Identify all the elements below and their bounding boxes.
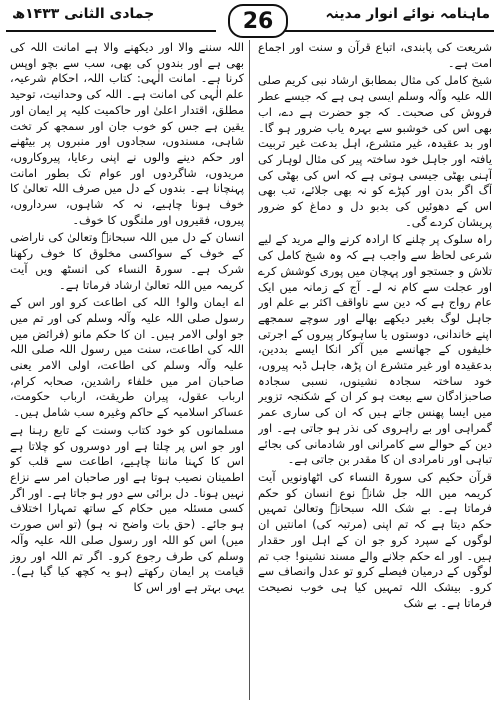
paragraph: شیخ کامل کی مثال بمطابق ارشاد نبی کریم صلی اللہ علیہ وآلہ وسلم ایسی ہی ہے کہ جیسے عطر فروش کی صحبت۔ کہ جو حضرت ہے دے، اب بھی اس کی خوشبو سے بہرہ یاب ضرور ہو گا۔ اور بد عقیدہ، غیر متشرع، اہل بدعت غیر تربیت یافتہ اور جاہل خود ساختہ پیر کی مثال لوہار کی آہنی بھٹی جیسی ہوتی ہے کہ اس کی بھٹی کی آگ اگر بدن اور کپڑے کو نہ بھی جلائے، تب بھی اس کے دھوئیں کی بدبو دل و دماغ کو ضرور پریشان کردے گی۔ <box>258 73 492 229</box>
header-rule-left <box>6 30 216 32</box>
page-number-badge <box>228 4 288 38</box>
paragraph: شریعت کی پابندی، اتباع قرآن و سنت اور اجماع امت ہے۔ <box>258 40 492 70</box>
left-column <box>10 40 244 700</box>
column-divider <box>249 40 250 700</box>
page-number: 26 <box>242 8 274 34</box>
paragraph: اے ایمان والو! اللہ کی اطاعت کرو اور اس کے رسول صلی اللہ علیہ وآلہ وسلم کی اور تم میں جو اولی الامر ہیں۔ ان کا حکم مانو (فرائض میں اللہ کی اطاعت، سنت میں رسول اللہ صلی اللہ علیہ وآلہ وسلم کی اطاعت، اولی الامر یعنی صاحبان امر میں خلفاء راشدین، صحابہ کرام، ارباب عقول، پیران طریقت، ارباب حکومت، عساکر اسلامیہ کے حاکم وغیرہ سب شامل ہیں۔ <box>10 295 244 420</box>
paragraph: اللہ سننے والا اور دیکھنے والا ہے امانت اللہ کی بھی ہے اور بندوں کی بھی، سب سے بچو اوپس کرنا ہے۔ امانت الٰہی: کتاب اللہ، احکام شرعیہ، علم الٰہی کی امانت ہے۔ اللہ کی وحدانیت، توحید مطلق، اقتدار اعلیٰ اور حاکمیت کلیہ پر ایمان اور یقین ہے جس کو خوب جان اور سمجھ کر تخت شاہی، مسندوں، سجادوں اور منبروں پر بیٹھنے اور حکم دینے والوں نے اپنی رعایا، پیروکاروں، مریدوں، شاگردوں اور عوام تک بطور امانت پہنچانا ہے۔ بندوں کے دل میں صرف اللہ تعالیٰ کا خوف ہونا چاہیے، نہ کہ شاہوں، سرداروں، پیروں، فقیروں اور ملنگوں کا خوف۔ <box>10 40 244 227</box>
right-column <box>258 40 492 700</box>
paragraph: راہ سلوک پر چلنے کا ارادہ کرنے والے مرید کے لیے شرعی لحاظ سے واجب ہے کہ وہ شیخ کامل کی تلاش و جستجو اور پہچان میں پوری کوشش کرے اور عجلت سے کام نہ لے۔ آج کے زمانہ میں ایک عام رواج ہے کہ دین سے ناواقف اکثر بے علم اور جاہل لوگ بغیر دیکھے بھالے اور سوچے سمجھے اپنے خاندانی، دوستوں یا ساہوکار پیروں کے اجرتی خلیفوں کے جھانسے میں آکر انکا ایسے بددین، بدعقیدہ اور غیر متشرع ان پڑھ، جاہل ڈبہ پیروں، خود ساختہ سجادہ نشینوں، نسبی سجادہ صاحبزادگان سے بیعت ہو کر ان کے شکنجہ تزویر میں ایسا پھنس جاتے ہیں کہ ان کی ساری عمر گمراہی اور بے راہروی کی نذر ہو جاتی ہے۔ اور دین کے حوالے سے کامرانی اور شادمانی کی بجائے تباہی اور نامرادی ان کا مقدر بن جاتی ہے۔ <box>258 232 492 467</box>
header-rule-right <box>284 30 494 32</box>
paragraph: قرآن حکیم کی سورۃ النساء کی اٹھاونویں آیت کریمہ میں اللہ جل شانہٗ نوع انسان کو حکم فرماتا ہے۔ بے شک اللہ سبحانہٗ وتعالیٰ تمہیں حکم دیتا ہے کہ تم اپنی (مرتبہ کی) امانتیں ان لوگوں کے سپرد کرو جو ان کے اہل اور حقدار ہیں۔ اور اے حکم جلانے والے مسند نشینو! جب تم لوگوں کے درمیان فیصلے کرو تو عدل وانصاف سے کرو۔ بیشک اللہ تمہیں کیا ہی خوب نصیحت فرماتا ہے۔ بے شک <box>258 469 492 610</box>
paragraph: انسان کے دل میں اللہ سبحانہٗ وتعالیٰ کی ناراضی کے خوف کے سواکسی مخلوق کا خوف رکھنا شرک ہے۔ سورۃ النساء کی انسٹھ ویں آیت کریمہ میں اللہ تعالیٰ ارشاد فرماتا ہے۔ <box>10 230 244 292</box>
magazine-title: ماہنامہ نوائے انوار مدینہ <box>325 6 490 22</box>
page-header <box>6 4 494 36</box>
paragraph: مسلمانوں کو خود کتاب وسنت کے تابع رہنا ہے اور جو اس پر چلتا ہے اور دوسروں کو چلاتا ہے اس کا کہنا ماننا چاہیے، اطاعت سے قلب کو اطمینان نصیب ہوتا ہے اور صاحبان امر سے نزاع نہیں ہونا۔ دل برائی سے دور ہو جاتا ہے۔ اور اگر کسی مسئلہ میں حکام کے ساتھ تمہارا اختلاف ہو جائے۔ (حق بات واضح نہ ہو) (تو اس صورت میں) اس کو اللہ اور رسول صلی اللہ علیہ وآلہ وسلم کی طرف رجوع کرو۔ اگر تم اللہ اور روز قیامت پر ایمان رکھتے (ہو یہ کچھ کیا گیا ہے)۔ یہی بہتر ہے اور اس کا <box>10 422 244 594</box>
issue-date: جمادی الثانی ۱۴۳۳ھ <box>12 6 155 22</box>
